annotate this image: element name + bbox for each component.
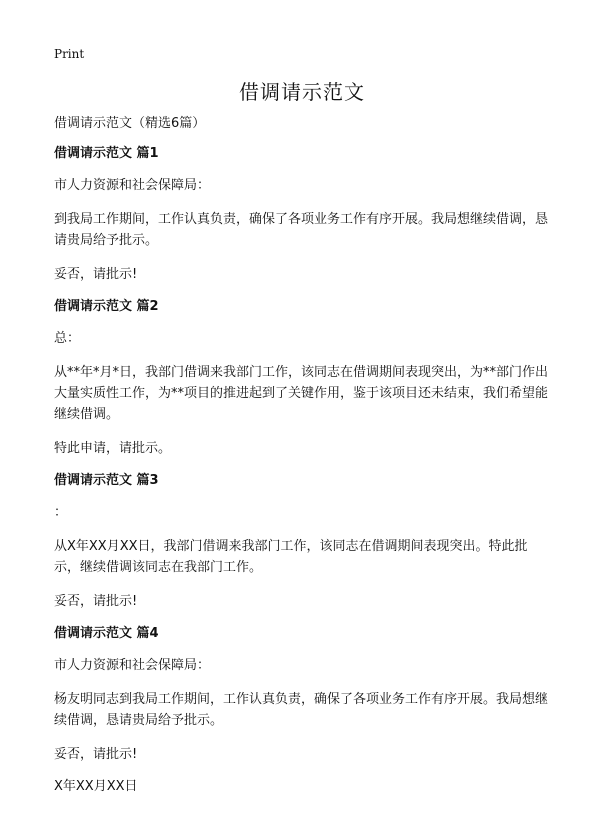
section-4-paragraph-3: 妥否，请批示!	[54, 747, 138, 762]
section-1-paragraph-1: 市人力资源和社会保障局：	[54, 178, 211, 193]
document-title: 借调请示范文	[239, 80, 365, 104]
section-2-paragraph-3: 特此申请，请批示。	[54, 441, 172, 456]
section-4-paragraph-1: 市人力资源和社会保障局：	[54, 658, 211, 673]
section-4-paragraph-2: 杨友明同志到我局工作期间，工作认真负责，确保了各项业务工作有序开展。我局想继续借调，恳请贵局给予批示。	[54, 692, 549, 728]
section-3-paragraph-1: ：	[54, 505, 68, 520]
section-3-paragraph-2: 从X年XX月XX日，我部门借调来我部门工作，该同志在借调期间表现突出。特此批示，继续借调该同志在我部门工作。	[54, 539, 528, 575]
section-heading-1: 借调请示范文 篇1	[54, 146, 159, 161]
section-2-paragraph-1: 总：	[54, 331, 81, 346]
section-heading-4: 借调请示范文 篇4	[54, 626, 159, 641]
section-3-paragraph-3: 妥否，请批示!	[54, 594, 138, 609]
section-1-paragraph-2: 到我局工作期间，工作认真负责，确保了各项业务工作有序开展。我局想继续借调，恳请贵局给予批示。	[54, 212, 549, 248]
section-4-date: X年XX月XX日	[54, 779, 138, 794]
section-1-paragraph-3: 妥否，请批示!	[54, 267, 138, 282]
section-heading-3: 借调请示范文 篇3	[54, 473, 159, 488]
document-subtitle: 借调请示范文（精选6篇）	[54, 116, 206, 131]
section-2-paragraph-2: 从**年*月*日，我部门借调来我部门工作，该同志在借调期间表现突出，为**部门作出大量实质性工作，为**项目的推进起到了关键作用，鉴于该项目还未结束，我们希望能继续借调。	[54, 365, 549, 422]
print-label: Print	[54, 47, 85, 61]
section-heading-2: 借调请示范文 篇2	[54, 299, 159, 314]
